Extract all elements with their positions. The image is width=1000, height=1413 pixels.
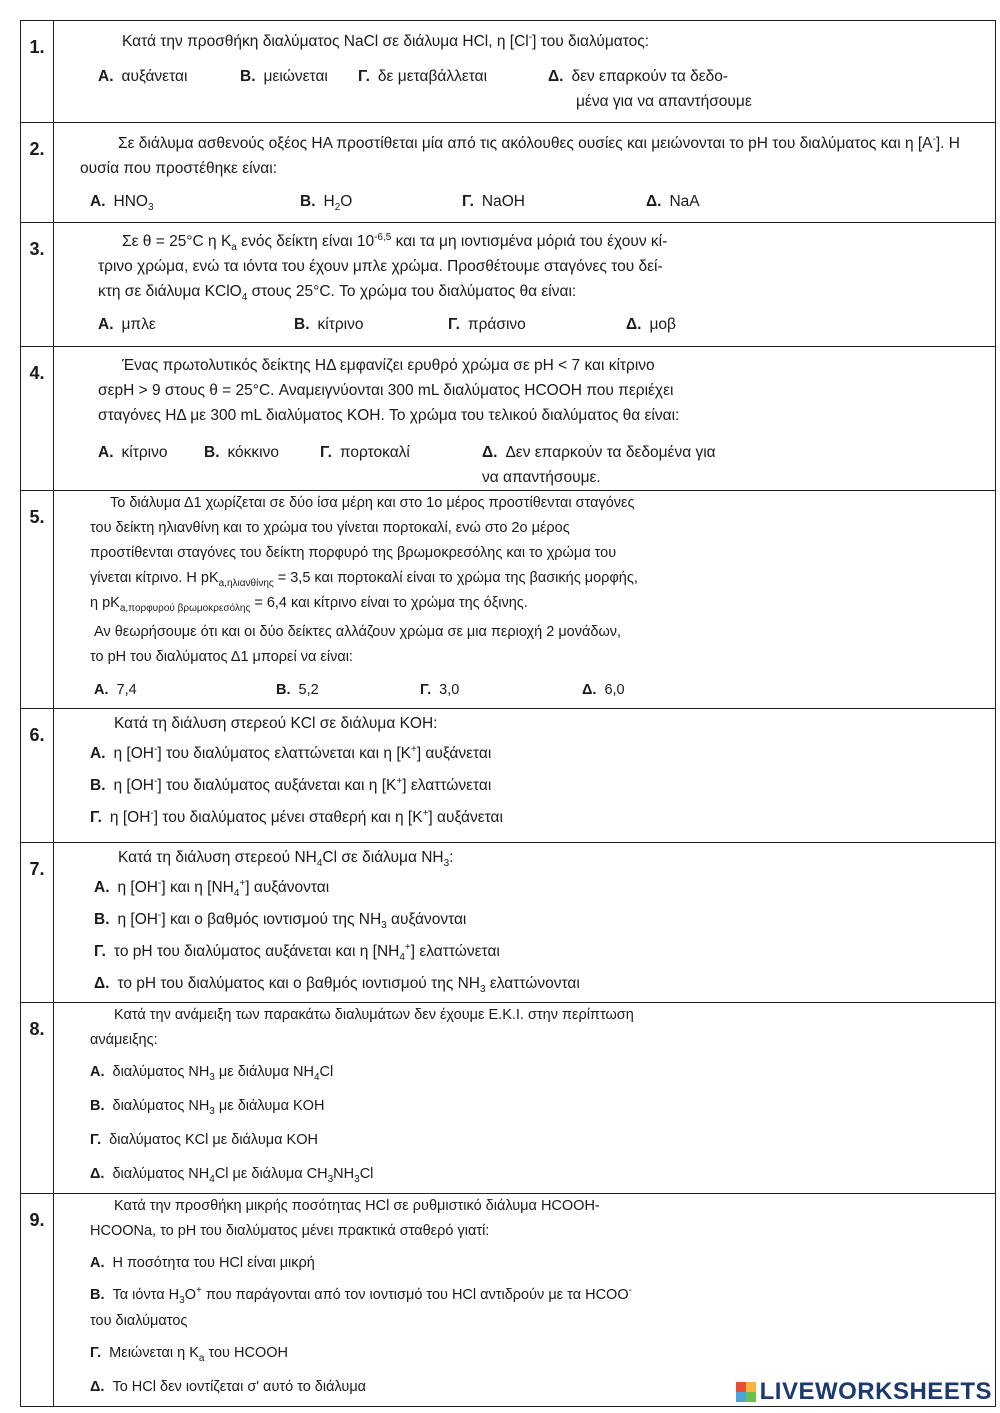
question-stem-line: κτη σε διάλυμα KClO$_4$ στους 25°C. Το χρώμα του διαλύματος θα είναι: xyxy=(98,283,577,304)
question-number: 8. xyxy=(21,1003,54,1194)
question-cell xyxy=(54,1003,996,1194)
option-b[interactable]: Β. $H_2O$ xyxy=(300,193,353,214)
question-number: 5. xyxy=(21,491,54,709)
question-stem-line: η $pK_{a,\pi o\rho\varphi\upsilon\rho oύ \beta\rho\omega\mu o\kappa\rho\varepsilon\sigma ό\lambda\eta\varsigma} = 6,4$ και κίτρινο είναι το χρώμα της όξινης. xyxy=(90,595,528,614)
option-d[interactable]: Δ. 6,0 xyxy=(582,682,625,698)
question-stem-line: γίνεται κίτρινο. Η $pK_{a,\eta\lambda\iota\alpha\nu\theta ί\nu\eta\varsigma} = 3,5$ και πορτοκαλί είναι το χρώμα της βασικής μορφής, xyxy=(90,570,638,589)
logo-square xyxy=(736,1392,746,1402)
question-row-5 xyxy=(21,491,996,709)
option-a[interactable]: Α. μπλε xyxy=(98,316,156,333)
option-d[interactable]: Δ. διαλύματος $NH_4Cl$ με διάλυμα $CH_3NH_3Cl$ xyxy=(90,1166,374,1185)
question-stem-line: τρινο χρώμα, ενώ τα ιόντα του έχουν μπλε χρώμα. Προσθέτουμε σταγόνες του δεί- xyxy=(98,258,663,275)
watermark-text: LIVEWORKSHEETS xyxy=(759,1378,992,1405)
question-cell xyxy=(54,843,996,1003)
question-stem: Σε θ = 25°C η $K_a$ ενός δείκτη είναι $10^{-6,5}$ και τα μη ιοντισμένα μόριά του έχουν κί- xyxy=(122,231,668,254)
question-row-2 xyxy=(21,123,996,223)
question-stem-line: σταγόνες ΗΔ με 300 mL διαλύματος KOH. Το χρώμα του τελικού διαλύματος θα είναι: xyxy=(98,407,680,424)
question-cell xyxy=(54,491,996,709)
question-number: 7. xyxy=(21,843,54,1003)
option-a[interactable]: Α. η [OH-] του διαλύματος ελαττώνεται και η [K+] αυξάνεται xyxy=(90,743,492,762)
option-c[interactable]: Γ. πορτοκαλί xyxy=(320,444,410,461)
option-c[interactable]: Γ. NaOH xyxy=(462,193,525,210)
question-cell xyxy=(54,347,996,491)
option-b[interactable]: Β. μειώνεται xyxy=(240,68,328,85)
quiz-table xyxy=(20,20,996,1407)
option-c[interactable]: Γ. πράσινο xyxy=(448,316,526,333)
question-number: 3. xyxy=(21,223,54,347)
question-stem-2: Αν θεωρήσουμε ότι και οι δύο δείκτες αλλάζουν χρώμα σε μια περιοχή 2 μονάδων, xyxy=(94,624,622,640)
question-row-9 xyxy=(21,1194,996,1407)
option-a[interactable]: Α. η [OH-] και η $[NH_4^+]$ αυξάνονται xyxy=(94,877,330,900)
question-stem: Κατά την προσθήκη διαλύματος NaCl σε διάλυμα HCl, η [Cl-] του διαλύματος: xyxy=(122,31,650,50)
option-c[interactable]: Γ. διαλύματος KCl με διάλυμα KOH xyxy=(90,1132,318,1148)
option-b[interactable]: Β. Τα ιόντα $H_3O^+$ που παράγονται από τον ιοντισμό του HCl αντιδρούν με τα HCOO- του διαλύματος xyxy=(90,1285,632,1329)
question-number: 9. xyxy=(21,1194,54,1407)
question-row-4 xyxy=(21,347,996,491)
question-stem-line: προστίθενται σταγόνες του δείκτη πορφυρό της βρωμοκρεσόλης και το χρώμα του xyxy=(90,545,617,561)
question-stem: Κατά τη διάλυση στερεού KCl σε διάλυμα KOH: xyxy=(114,715,438,732)
option-c[interactable]: Γ. 3,0 xyxy=(420,682,460,698)
liveworksheets-logo-icon xyxy=(736,1382,756,1402)
question-number: 4. xyxy=(21,347,54,491)
question-row-8 xyxy=(21,1003,996,1194)
option-d[interactable]: Δ. NaA xyxy=(646,193,700,210)
question-stem-line: ανάμειξης: xyxy=(90,1032,158,1048)
logo-square xyxy=(736,1382,746,1392)
question-stem-line: σεpH > 9 στους θ = 25°C. Αναμειγνύονται 300 mL διαλύματος HCOOH που περιέχει xyxy=(98,382,674,399)
question-row-7 xyxy=(21,843,996,1003)
option-b[interactable]: Β. η [OH-] του διαλύματος αυξάνεται και η [K+] ελαττώνεται xyxy=(90,775,492,794)
question-stem: Σε διάλυμα ασθενούς οξέος ΗΑ προστίθεται μία από τις ακόλουθες ουσίες και μειώνονται το pH του διαλύματος και η [Α-]. Η ουσία που προστέθηκε είναι: xyxy=(80,133,960,177)
question-row-1 xyxy=(21,21,996,123)
option-a[interactable]: Α. Η ποσότητα του HCl είναι μικρή xyxy=(90,1255,315,1271)
option-a[interactable]: Α. αυξάνεται xyxy=(98,68,188,85)
option-c[interactable]: Γ. δε μεταβάλλεται xyxy=(358,68,488,85)
option-d[interactable]: Δ. Δεν επαρκούν τα δεδομένα για να απαντήσουμε. xyxy=(482,444,716,486)
logo-square xyxy=(746,1382,756,1392)
option-c[interactable]: Γ. η [OH-] του διαλύματος μένει σταθερή και η [K+] αυξάνεται xyxy=(90,807,503,826)
question-number: 1. xyxy=(21,21,54,123)
question-stem-line: HCOONa, το pH του διαλύματος μένει πρακτικά σταθερό γιατί: xyxy=(90,1223,490,1239)
option-b[interactable]: Β. 5,2 xyxy=(276,682,319,698)
option-b[interactable]: Β. κίτρινο xyxy=(294,316,364,333)
question-cell xyxy=(54,223,996,347)
question-cell xyxy=(54,709,996,843)
question-stem: Κατά τη διάλυση στερεού $NH_4Cl$ σε διάλυμα $NH_3$: xyxy=(118,849,454,870)
question-cell xyxy=(54,123,996,223)
question-row-6 xyxy=(21,709,996,843)
option-a[interactable]: Α. κίτρινο xyxy=(98,444,168,461)
option-a[interactable]: Α. 7,4 xyxy=(94,682,137,698)
question-stem: Κατά την προσθήκη μικρής ποσότητας HCl σε ρυθμιστικό διάλυμα HCOOH- xyxy=(114,1198,600,1214)
option-d[interactable]: Δ. μοβ xyxy=(626,316,676,333)
option-d[interactable]: Δ. το pH του διαλύματος και ο βαθμός ιοντισμού της $NH_3$ ελαττώνονται xyxy=(94,975,580,996)
question-stem: Το διάλυμα Δ1 χωρίζεται σε δύο ίσα μέρη και στο 1ο μέρος προστίθενται σταγόνες xyxy=(110,495,635,511)
logo-square xyxy=(746,1392,756,1402)
option-b[interactable]: Β. διαλύματος $NH_3$ με διάλυμα KOH xyxy=(90,1098,325,1117)
option-b[interactable]: Β. κόκκινο xyxy=(204,444,279,461)
question-stem: Ένας πρωτολυτικός δείκτης ΗΔ εμφανίζει ερυθρό χρώμα σε pH < 7 και κίτρινο xyxy=(122,357,655,374)
question-cell xyxy=(54,21,996,123)
question-stem-line: του δείκτη ηλιανθίνη και το χρώμα του γίνεται πορτοκαλί, ενώ στο 2ο μέρος xyxy=(90,520,570,536)
option-c[interactable]: Γ. Μειώνεται η $K_a$ του HCOOH xyxy=(90,1345,288,1364)
question-stem-line: το pH του διαλύματος Δ1 μπορεί να είναι: xyxy=(90,649,353,665)
question-number: 2. xyxy=(21,123,54,223)
liveworksheets-watermark xyxy=(736,1379,992,1405)
question-stem: Κατά την ανάμειξη των παρακάτω διαλυμάτων δεν έχουμε Ε.Κ.Ι. στην περίπτωση xyxy=(114,1007,634,1023)
option-a[interactable]: Α. $HNO_3$ xyxy=(90,193,154,214)
option-c[interactable]: Γ. το pH του διαλύματος αυξάνεται και η $[NH_4^+]$ ελαττώνεται xyxy=(94,941,500,964)
question-number: 6. xyxy=(21,709,54,843)
option-b[interactable]: Β. η [OH-] και ο βαθμός ιοντισμού της $NH_3$ αυξάνονται xyxy=(94,909,467,932)
question-cell xyxy=(54,1194,996,1407)
option-d[interactable]: Δ. δεν επαρκούν τα δεδο- μένα για να απαντήσουμε xyxy=(548,68,752,110)
option-a[interactable]: Α. διαλύματος $NH_3$ με διάλυμα $NH_4Cl$ xyxy=(90,1064,334,1083)
question-row-3 xyxy=(21,223,996,347)
option-d[interactable]: Δ. Το HCl δεν ιοντίζεται σ' αυτό το διάλυμα xyxy=(90,1379,367,1395)
